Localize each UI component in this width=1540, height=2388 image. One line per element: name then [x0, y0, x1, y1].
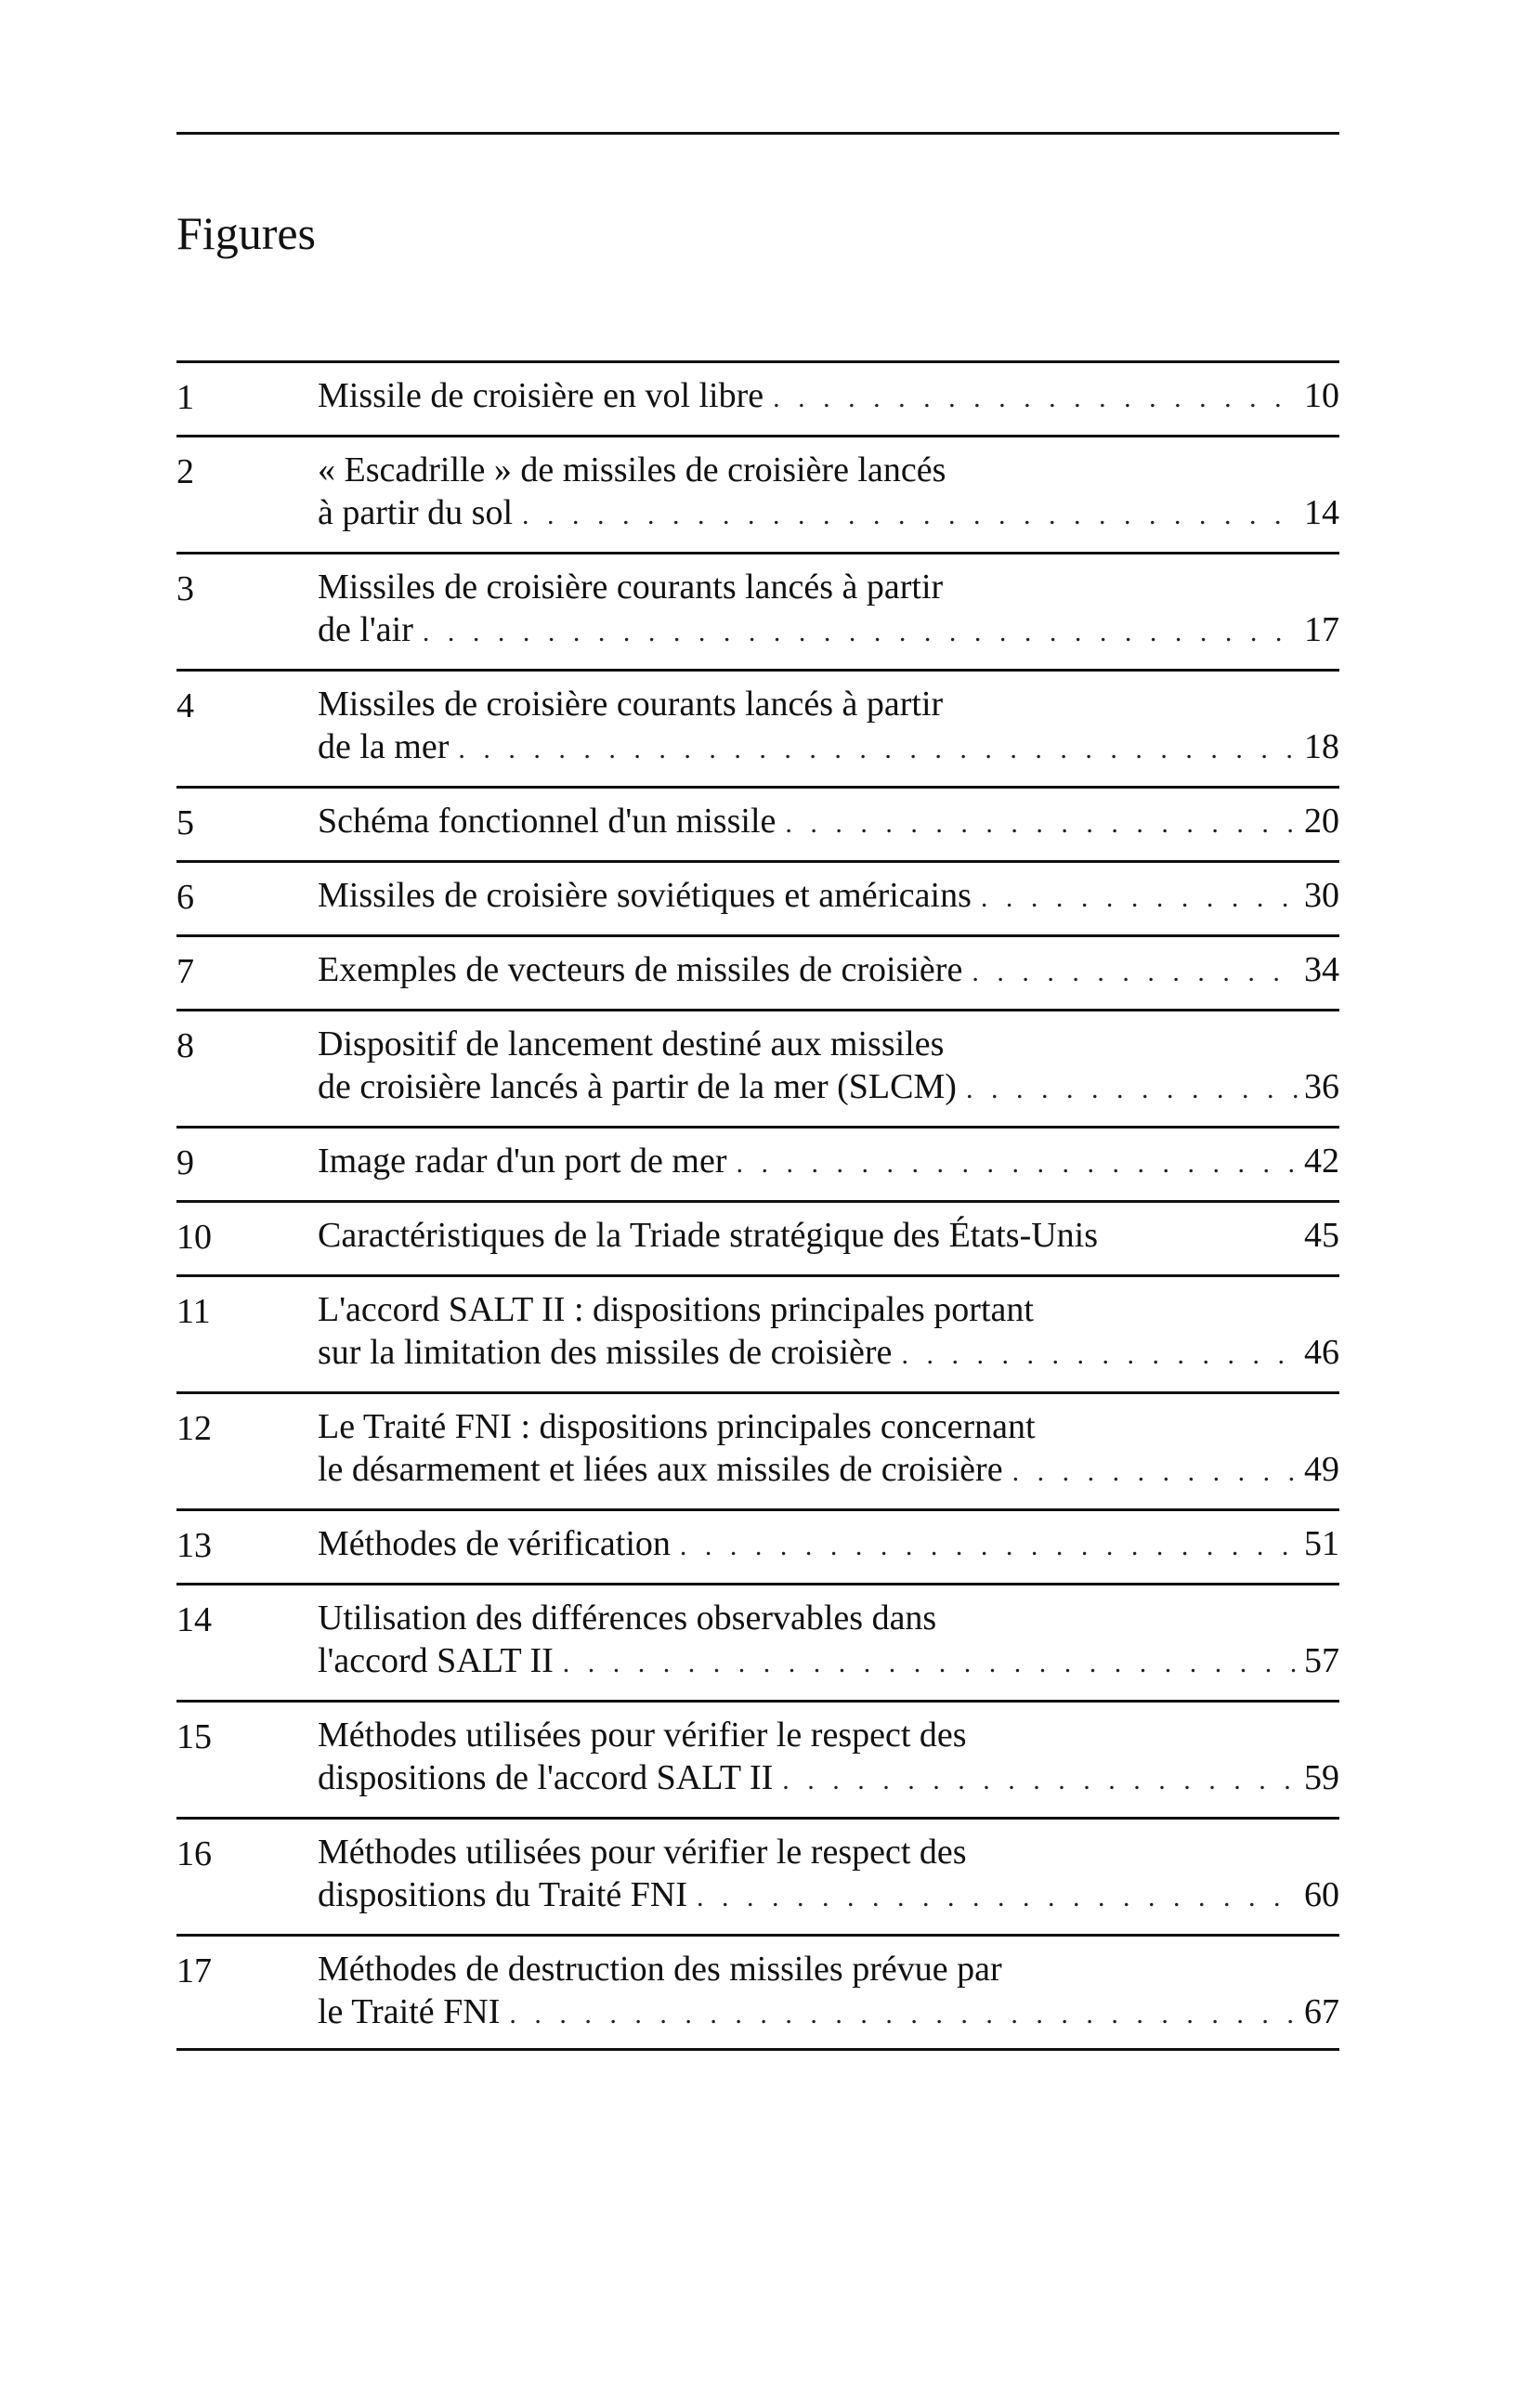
figure-title-text: Image radar d'un port de mer [318, 1142, 727, 1181]
figure-title-last-line [318, 1214, 1339, 1257]
figures-list [176, 360, 1339, 2051]
dot-leader [957, 1068, 1299, 1111]
figure-title-text: le Traité FNI [318, 1992, 501, 2031]
dot-leader [1003, 1451, 1299, 1494]
figure-number: 17 [176, 1951, 212, 1990]
page-number: 45 [1304, 1216, 1339, 1255]
page-number: 30 [1304, 876, 1339, 915]
figure-title-last-line [318, 725, 1339, 771]
figure-entry[interactable] [176, 1508, 1339, 1583]
figure-title-text: dispositions de l'accord SALT II [318, 1758, 774, 1797]
figure-title-text: de l'air [318, 610, 413, 649]
dot-leader [554, 1642, 1299, 1685]
figure-title-last-line [318, 874, 1339, 920]
figure-entry[interactable] [176, 934, 1339, 1009]
figure-entry[interactable] [176, 786, 1339, 860]
figure-title [318, 1597, 1339, 1685]
figure-title [318, 1714, 1339, 1802]
figure-title-text: Schéma fonctionnel d'un missile [318, 802, 777, 841]
figure-title-line: Utilisation des différences observables dans [318, 1599, 937, 1638]
figure-entry[interactable] [176, 1391, 1339, 1508]
dot-leader [671, 1525, 1299, 1568]
figure-entry[interactable] [176, 1200, 1339, 1274]
figure-title-last-line [318, 1522, 1339, 1568]
figure-title-line: Missiles de croisière courants lancés à partir [318, 685, 944, 724]
figure-title [318, 1140, 1339, 1185]
page-number: 67 [1304, 1992, 1339, 2031]
figure-title-text: Caractéristiques de la Triade stratégique des États-Unis [318, 1216, 1099, 1255]
figure-entry[interactable] [176, 1934, 1339, 2051]
page-number: 51 [1304, 1524, 1339, 1563]
figure-number: 5 [176, 803, 194, 842]
figure-number: 16 [176, 1834, 212, 1873]
figure-title-last-line [318, 1990, 1339, 2036]
figure-title-text: l'accord SALT II [318, 1641, 554, 1680]
figure-number: 10 [176, 1218, 212, 1257]
figure-entry[interactable] [176, 860, 1339, 934]
figure-entry[interactable] [176, 552, 1339, 669]
figure-title-line: Méthodes utilisées pour vérifier le respect des [318, 1716, 967, 1755]
figure-number: 6 [176, 878, 194, 917]
page-number: 20 [1304, 802, 1339, 841]
page-number: 36 [1304, 1067, 1339, 1106]
figure-title-text: Exemples de vecteurs de missiles de croisière [318, 950, 963, 989]
figure-title-line: Méthodes utilisées pour vérifier le respect des [318, 1833, 967, 1872]
figure-entry[interactable] [176, 360, 1339, 435]
page-number: 59 [1304, 1758, 1339, 1797]
page-number: 18 [1304, 727, 1339, 766]
figure-title-text: dispositions du Traité FNI [318, 1875, 688, 1914]
page-number: 49 [1304, 1450, 1339, 1489]
figure-number: 13 [176, 1526, 212, 1565]
figure-entry[interactable] [176, 1009, 1339, 1126]
figure-entry[interactable] [176, 1583, 1339, 1700]
page-number: 42 [1304, 1142, 1339, 1181]
figure-title-last-line [318, 1065, 1339, 1111]
figure-title-last-line [318, 800, 1339, 845]
figure-title-line: Missiles de croisière courants lancés à partir [318, 568, 944, 607]
figure-entry[interactable] [176, 1700, 1339, 1817]
dot-leader [727, 1142, 1299, 1185]
figure-title-last-line [318, 1639, 1339, 1685]
figure-title-line: L'accord SALT II : dispositions principales portant [318, 1290, 1034, 1329]
figure-title [318, 1831, 1339, 1919]
figure-number: 14 [176, 1600, 212, 1639]
figure-number: 3 [176, 569, 194, 608]
figure-title-last-line [318, 1448, 1339, 1494]
figure-title [318, 1023, 1339, 1111]
figure-title [318, 1522, 1339, 1568]
page-title: Figures [176, 207, 316, 259]
figure-entry[interactable] [176, 1817, 1339, 1934]
dot-leader [449, 728, 1299, 771]
figure-title-line: Méthodes de destruction des missiles prévue par [318, 1950, 1002, 1989]
figure-title [318, 1405, 1339, 1494]
figure-title [318, 874, 1339, 920]
figure-title [318, 449, 1339, 537]
page-number: 14 [1304, 493, 1339, 532]
figure-number: 11 [176, 1292, 211, 1331]
figure-title [318, 566, 1339, 654]
dot-leader [763, 377, 1299, 420]
figure-title-text: Méthodes de vérification [318, 1524, 671, 1563]
dot-leader [892, 1334, 1299, 1377]
figure-title-text: sur la limitation des missiles de croisière [318, 1333, 893, 1372]
figure-entry[interactable] [176, 1126, 1339, 1200]
figure-entry[interactable] [176, 435, 1339, 552]
figure-title [318, 1948, 1339, 2036]
page-number: 46 [1304, 1333, 1339, 1372]
figure-title-last-line [318, 1140, 1339, 1185]
figure-title-text: Missiles de croisière soviétiques et américains [318, 876, 972, 915]
dot-leader [962, 951, 1299, 994]
figure-number: 8 [176, 1026, 194, 1065]
figure-title-last-line [318, 491, 1339, 537]
figure-number: 7 [176, 952, 194, 991]
figure-number: 2 [176, 452, 194, 491]
dot-leader [500, 1993, 1299, 2036]
figure-title-last-line [318, 1873, 1339, 1919]
dot-leader [773, 1759, 1299, 1802]
figure-number: 9 [176, 1143, 194, 1182]
page-number: 34 [1304, 950, 1339, 989]
dot-leader [513, 494, 1299, 537]
figure-entry[interactable] [176, 669, 1339, 786]
figure-title [318, 1214, 1339, 1257]
figure-title-line: « Escadrille » de missiles de croisière lancés [318, 450, 946, 489]
top-rule [176, 132, 1339, 135]
figure-title-last-line [318, 1331, 1339, 1377]
figure-title-text: le désarmement et liées aux missiles de croisière [318, 1450, 1003, 1489]
dot-leader [776, 803, 1299, 845]
figure-title-line: Le Traité FNI : dispositions principales concernant [318, 1407, 1036, 1446]
figure-title [318, 1288, 1339, 1377]
figure-title-last-line [318, 608, 1339, 654]
figure-title-text: de croisière lancés à partir de la mer (SLCM) [318, 1067, 957, 1106]
figure-title [318, 948, 1339, 994]
figure-title-text: de la mer [318, 727, 450, 766]
figure-number: 1 [176, 378, 194, 417]
page-number: 60 [1304, 1875, 1339, 1914]
page-number: 17 [1304, 610, 1339, 649]
figure-title-last-line [318, 374, 1339, 420]
figure-number: 4 [176, 686, 194, 725]
page-number: 57 [1304, 1641, 1339, 1680]
figure-title [318, 800, 1339, 845]
figure-title [318, 683, 1339, 771]
figure-title-last-line [318, 1756, 1339, 1802]
figure-number: 12 [176, 1409, 212, 1448]
page-number: 10 [1304, 376, 1339, 415]
figure-title-last-line [318, 948, 1339, 994]
dot-leader [687, 1876, 1299, 1919]
figure-title-text: Missile de croisière en vol libre [318, 376, 764, 415]
figure-entry[interactable] [176, 1274, 1339, 1391]
figure-title [318, 374, 1339, 420]
dot-leader [413, 611, 1299, 654]
dot-leader [972, 877, 1299, 920]
figure-title-text: à partir du sol [318, 493, 514, 532]
figure-number: 15 [176, 1717, 212, 1756]
figure-title-line: Dispositif de lancement destiné aux missiles [318, 1024, 945, 1064]
